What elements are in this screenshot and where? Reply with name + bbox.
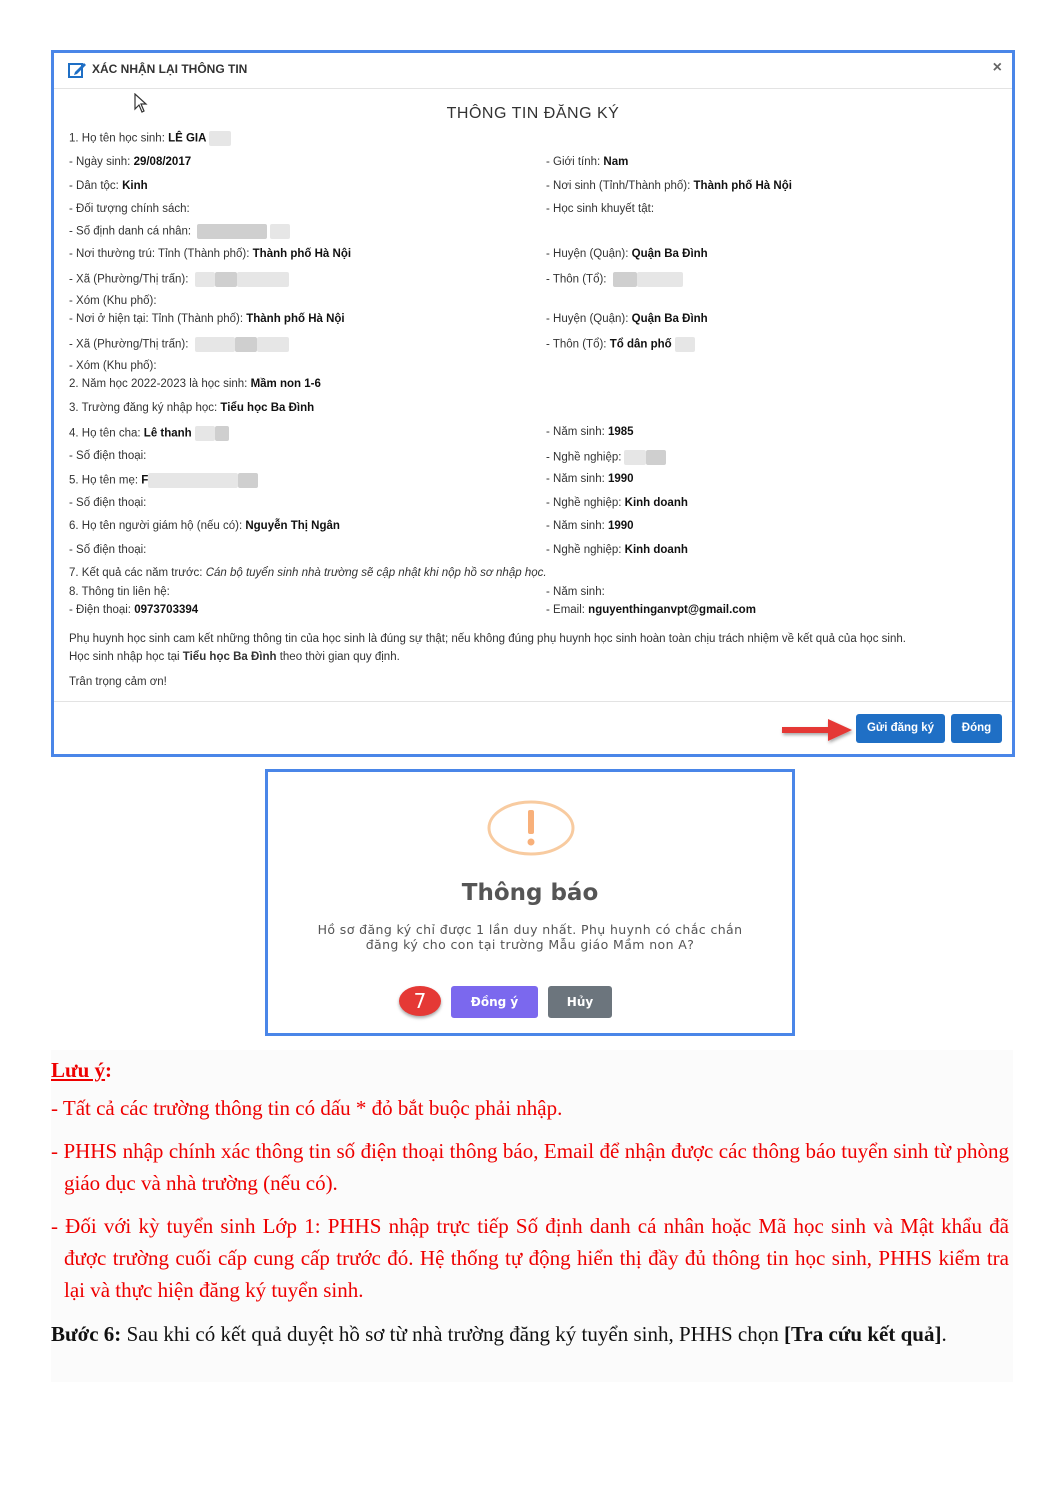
dob-row: - Ngày sinh: 29/08/2017: [69, 156, 192, 168]
permanent-address-row: - Nơi thường trú: Tỉnh (Thành phố): Thành phố Hà Nội: [69, 248, 352, 260]
birthplace-row: - Nơi sinh (Tỉnh/Thành phố): Thành phố Hà Nội: [546, 180, 792, 192]
contact-phone-row: - Điện thoại: 0973703394: [69, 604, 199, 616]
commitment-text: Phụ huynh học sinh cam kết những thông tin của học sinh là đúng sự thật; nếu không đúng phụ huynh học sinh hoàn toàn chịu trách nhiệm về kết quả của học sinh. Học sinh nhập học tại Tiểu học Ba Đình theo thời gian quy định.: [69, 633, 906, 663]
current-address-row: - Nơi ở hiện tại: Tỉnh (Thành phố): Thành phố Hà Nội: [69, 313, 345, 325]
contact-info-row: 8. Thông tin liên hệ:: [69, 586, 170, 598]
thanks-text: Trân trọng cảm ơn!: [69, 676, 167, 688]
warning-icon: [486, 800, 576, 856]
gender-row: - Giới tính: Nam: [546, 156, 629, 168]
policy-row: - Đối tượng chính sách:: [69, 203, 190, 215]
edit-icon: [67, 60, 87, 80]
father-phone-row: - Số điện thoại:: [69, 450, 147, 462]
mother-phone-row: - Số điện thoại:: [69, 497, 147, 509]
current-village-row: - Thôn (Tổ): Tổ dân phố: [546, 337, 695, 352]
guardian-year-row: - Năm sinh: 1990: [546, 520, 634, 532]
mother-job-row: - Nghề nghiệp: Kinh doanh: [546, 497, 688, 509]
step-number-badge: 7: [399, 986, 441, 1016]
note-item: - Đối với kỳ tuyển sinh Lớp 1: PHHS nhập trực tiếp Số định danh cá nhân hoặc Mã học sinh và Mật khẩu đã được trường cuối cấp cung cấp trước đó. Hệ thống tự động hiển thị đầy đủ thông tin học sinh, PHHS kiểm tra lại và thực hiện đăng ký tuyển sinh.: [51, 1214, 1009, 1302]
contact-year-row: - Năm sinh:: [546, 586, 605, 598]
cancel-button[interactable]: Hủy: [548, 986, 612, 1018]
arrow-right-icon: [776, 710, 856, 750]
father-name-row: 4. Họ tên cha: Lê thanh: [69, 426, 229, 441]
contact-email-row: - Email: nguyenthinganvpt@gmail.com: [546, 604, 756, 616]
mother-name-row: 5. Họ tên mẹ: F: [69, 473, 258, 488]
note-item: - Tất cả các trường thông tin có dấu * đỏ bắt buộc phải nhập.: [51, 1096, 563, 1120]
alert-title: Thông báo: [461, 880, 599, 906]
permanent-district-row: - Huyện (Quận): Quận Ba Đình: [546, 248, 708, 260]
previous-result-row: 7. Kết quả các năm trước: Cán bộ tuyển sinh nhà trường sẽ cập nhật khi nộp hồ sơ nhập học.: [69, 567, 547, 579]
current-ward-row: - Xã (Phường/Thị trấn):: [69, 337, 289, 352]
guardian-phone-row: - Số điện thoại:: [69, 544, 147, 556]
note-item: - PHHS nhập chính xác thông tin số điện thoại thông báo, Email để nhận được các thông báo tuyển sinh từ phòng giáo dục và nhà trường (nếu có).: [51, 1139, 1009, 1195]
notes-section: [51, 1050, 1013, 1382]
student-name-row: 1. Họ tên học sinh: LÊ GIA: [69, 131, 231, 146]
registration-info-title: THÔNG TIN ĐĂNG KÝ: [446, 105, 620, 122]
notification-alert: [265, 769, 795, 1036]
permanent-village-row: - Thôn (Tổ):: [546, 272, 683, 287]
alert-message: Hồ sơ đăng ký chỉ được 1 lần duy nhất. Phụ huynh có chắc chắn đăng ký cho con tại trường Mẫu giáo Mầm non A?: [317, 922, 743, 952]
notes-heading: Lưu ý:: [51, 1058, 113, 1082]
father-job-row: - Nghề nghiệp:: [546, 450, 666, 465]
permanent-hamlet-row: - Xóm (Khu phố):: [69, 295, 157, 307]
guardian-job-row: - Nghề nghiệp: Kinh doanh: [546, 544, 688, 556]
close-button[interactable]: Đóng: [951, 714, 1002, 743]
agree-button[interactable]: Đồng ý: [451, 986, 538, 1018]
disabled-row: - Học sinh khuyết tật:: [546, 203, 655, 215]
school-year-row: 2. Năm học 2022-2023 là học sinh: Mầm non 1-6: [69, 378, 321, 390]
modal-title: XÁC NHẬN LẠI THÔNG TIN: [92, 62, 248, 76]
confirm-info-modal: [51, 50, 1015, 757]
permanent-ward-row: - Xã (Phường/Thị trấn):: [69, 272, 289, 287]
ethnic-row: - Dân tộc: Kinh: [69, 180, 148, 192]
father-year-row: - Năm sinh: 1985: [546, 426, 634, 438]
send-registration-button[interactable]: Gửi đăng ký: [856, 714, 945, 743]
guardian-name-row: 6. Họ tên người giám hộ (nếu có): Nguyễn Thị Ngân: [69, 520, 340, 532]
current-district-row: - Huyện (Quận): Quận Ba Đình: [546, 313, 708, 325]
modal-header: [54, 53, 1012, 89]
mother-year-row: - Năm sinh: 1990: [546, 473, 634, 485]
step-6-text: Bước 6: Sau khi có kết quả duyệt hồ sơ từ nhà trường đăng ký tuyển sinh, PHHS chọn [Tra cứu kết quả].: [51, 1322, 947, 1346]
close-icon[interactable]: ×: [992, 59, 1002, 76]
personal-id-row: - Số định danh cá nhân:: [69, 224, 290, 239]
target-school-row: 3. Trường đăng ký nhập học: Tiểu học Ba Đình: [69, 402, 315, 414]
current-hamlet-row: - Xóm (Khu phố):: [69, 360, 157, 372]
